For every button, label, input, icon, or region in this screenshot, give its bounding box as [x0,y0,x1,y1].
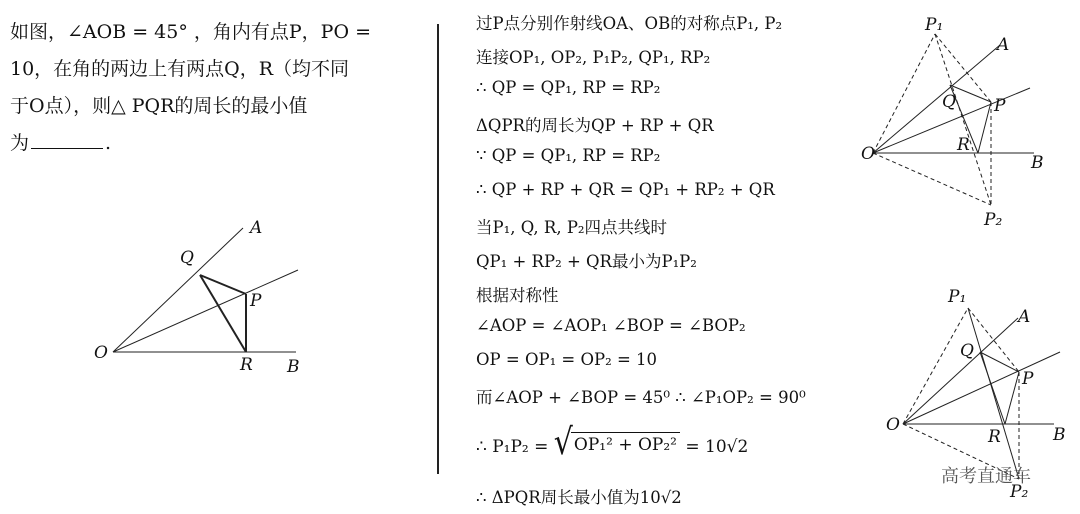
solution-line-10: ∠AOP = ∠AOP₁ ∠BOP = ∠BOP₂ [476,316,746,335]
label-Q: Q [180,248,194,268]
solution-line-7: 当P₁, Q, R, P₂四点共线时 [476,218,668,237]
solution-line-9: 根据对称性 [476,286,559,305]
solution-line-8: QP₁ + RP₂ + QR最小为P₁P₂ [476,252,697,271]
f3-label-B: B [1053,425,1066,445]
problem-line-3: 于O点），则△ PQR的周长的最小值 [10,95,308,117]
f2-label-O: O [861,144,875,164]
f3-ray-OA [903,318,1018,424]
f2-label-Q: Q [942,92,956,112]
f3-label-P: P [1022,369,1034,389]
sqrt-icon: √ [553,421,573,464]
solution-line-4: ΔQPR的周长为QP + RP + QR [476,116,714,135]
problem-line-1: 如图，∠AOB = 45° ，角内有点P，PO = [10,21,372,43]
f3-label-Q: Q [960,341,974,361]
f3-label-O: O [886,415,900,435]
label-P: P [250,291,262,311]
f3-segment-P1P2 [968,308,1019,479]
solution-line-1: 过P点分别作射线OA、OB的对称点P₁, P₂ [476,14,783,33]
sqrt-inner: OP₁² + OP₂² [571,432,680,455]
f2-label-A: A [997,35,1010,55]
problem-line-4-text: 为 [10,132,30,154]
solution-line-2: 连接OP₁, OP₂, P₁P₂, QP₁, RP₂ [476,48,711,67]
label-O: O [94,343,108,363]
solution-line-12: 而∠AOP + ∠BOP = 45⁰ ∴ ∠P₁OP₂ = 90⁰ [476,388,806,407]
label-A: A [250,218,263,238]
f3-label-P1: P₁ [948,287,967,307]
f3-segment-RP [1005,372,1019,424]
f2-label-P: P [994,96,1006,116]
f3-label-P2: P₂ [1010,482,1029,502]
f3-label-A: A [1018,307,1031,327]
solution-line-11: OP = OP₁ = OP₂ = 10 [476,350,658,369]
sqrt-prefix: ∴ P₁P₂ = [476,437,554,457]
problem-line-2: 10，在角的两边上有两点Q，R（均不同 [10,58,350,80]
f2-label-P2: P₂ [984,210,1003,230]
label-B: B [287,357,300,377]
f2-label-R: R [957,135,970,155]
watermark: 高考直通车 [941,466,1031,487]
f3-label-R: R [988,427,1001,447]
f2-label-P1: P₁ [925,15,944,35]
solution-final: ∴ ΔPQR周长最小值为10√2 [476,488,682,507]
f3-segment-OP1 [903,308,968,424]
solution-line-5: ∵ QP = QP₁, RP = RP₂ [476,146,661,165]
label-R: R [240,355,253,375]
solution-line-6: ∴ QP + RP + QR = QP₁ + RP₂ + QR [476,180,775,199]
problem-tail: . [105,132,112,154]
solution-line-3: ∴ QP = QP₁, RP = RP₂ [476,78,661,97]
sqrt-result: = 10√2 [679,437,749,457]
f2-label-B: B [1031,153,1044,173]
f3-ray-OP [903,352,1060,424]
